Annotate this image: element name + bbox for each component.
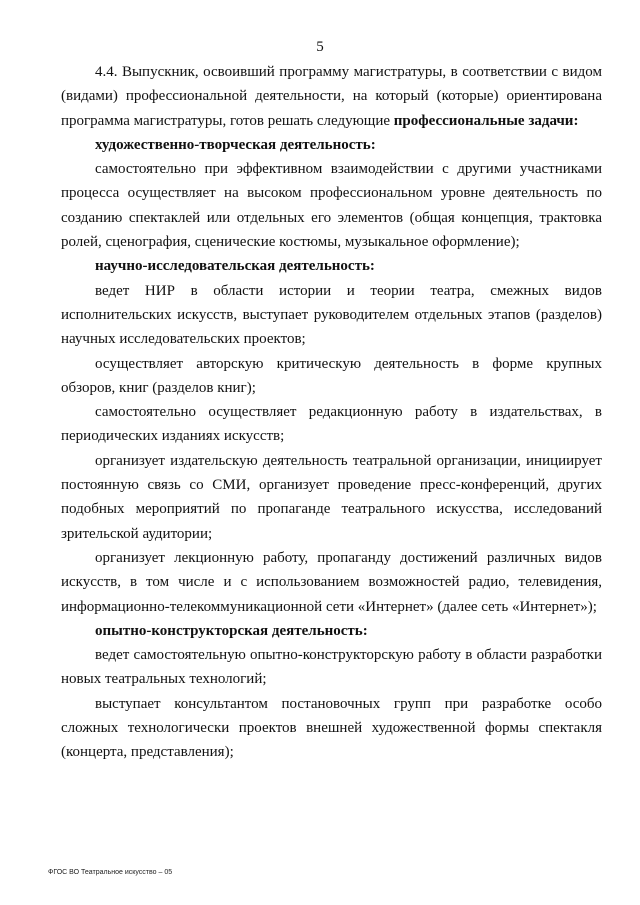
paragraph [61, 546, 602, 619]
section-heading [61, 254, 602, 278]
paragraph-text: научно-исследовательская деятельность: [95, 258, 375, 275]
paragraph-text: опытно-конструкторская деятельность: [95, 622, 368, 639]
paragraph [61, 692, 602, 765]
paragraph-text: организует лекционную работу, пропаганду достижений различных видов искусств, в том числе и с использованием возможностей радио, телевидения, информационно-телекоммуникационной сети «Интернет» (далее сеть «Интернет»); [61, 549, 602, 615]
paragraph-text: ведет самостоятельную опытно-конструкторскую работу в области разработки новых театральных технологий; [61, 647, 602, 688]
paragraph-text: ведет НИР в области истории и теории театра, смежных видов исполнительских искусств, выступает руководителем отдельных этапов (разделов) научных исследовательских проектов; [61, 282, 602, 348]
paragraph-text: выступает консультантом постановочных групп при разработке особо сложных технологически проектов внешней художественной формы спектакля (концерта, представления); [61, 695, 602, 761]
paragraph [61, 400, 602, 449]
paragraph-text: 4.4. Выпускник, освоивший программу магистратуры, в соответствии с видом (видами) профессиональной деятельности, на который (которые) ориентирована программа магистратуры, готов решать следующие [61, 64, 602, 129]
paragraph-text: осуществляет авторскую критическую деятельность в форме крупных обзоров, книг (разделов книг); [61, 355, 602, 396]
paragraph-text: организует издательскую деятельность театральной организации, инициирует постоянную связь со СМИ, организует проведение пресс-конференций, других подобных мероприятий по пропаганде театрального искусства, исследований зрительской аудитории; [61, 452, 602, 542]
bold-phrase: профессиональные задачи: [393, 112, 579, 129]
paragraph-text: самостоятельно при эффективном взаимодействии с другими участниками процесса осуществляет на высоком профессиональном уровне деятельность по созданию спектаклей или отдельных его элементов (общая концепция, трактовка ролей, сценография, сценические костюмы, музыкальное оформление); [61, 161, 602, 251]
page-number: 5 [316, 39, 324, 55]
paragraph [61, 157, 602, 254]
paragraph [61, 643, 602, 692]
paragraph-text: самостоятельно осуществляет редакционную работу в издательствах, в периодических изданиях искусств; [61, 404, 602, 445]
paragraph-text: художественно-творческая деятельность: [95, 136, 376, 153]
document-body [61, 60, 602, 765]
paragraph [61, 279, 602, 352]
page-footer: ФГОС ВО Театральное искусство – 05 [48, 869, 173, 876]
paragraph [61, 60, 602, 133]
section-heading [61, 619, 602, 643]
paragraph [61, 352, 602, 401]
paragraph [61, 449, 602, 546]
section-heading [61, 133, 602, 157]
